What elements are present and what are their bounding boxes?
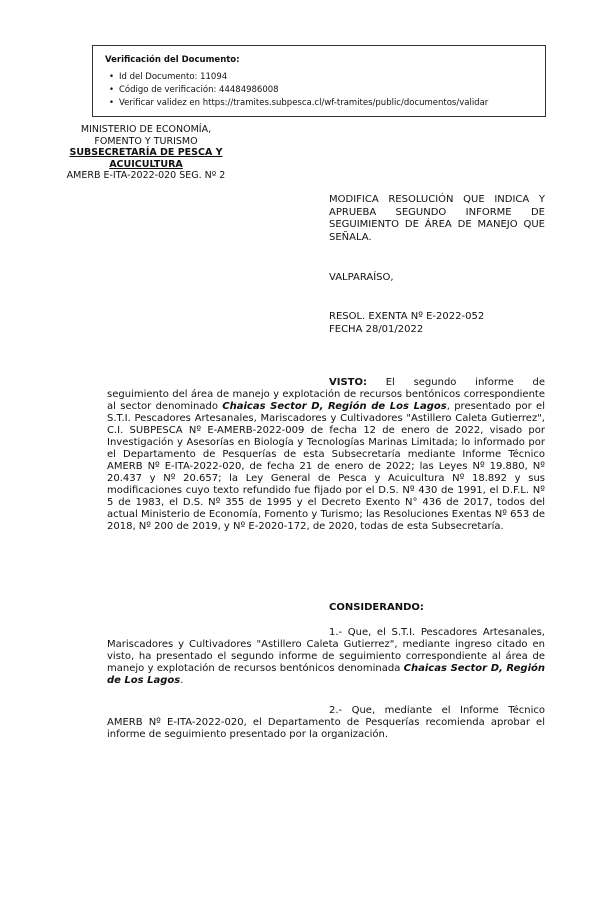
bullet-icon: • (109, 98, 115, 108)
verification-list (105, 71, 535, 110)
resolution-date: FECHA 28/01/2022 (329, 323, 424, 335)
considerando-item-2: 2.- Que, mediante el Informe Técnico AMERB Nº E-ITA-2022-020, el Departamento de Pesquerías recomienda aprobar el informe de seguimiento presentado por la organización. (107, 705, 545, 740)
verification-item-id: • Id del Documento: 11094 (109, 72, 228, 82)
subsecretaria-name: SUBSECRETARÍA DE PESCA Y ACUICULTURA (69, 147, 223, 170)
resolution-number-block (329, 311, 545, 336)
document-reference: AMERB E-ITA-2022-020 SEG. Nº 2 (66, 170, 226, 181)
ministry-line-2: FOMENTO Y TURISMO (94, 135, 198, 147)
visto-paragraph: VISTO: El segundo informe de seguimiento del área de manejo y explotación de recursos bentónicos correspondiente al sector denominado Chaicas Sector D, Región de Los Lagos, presentado por el S.T.I. Pescadores Artesanales, Mariscadores y Cultivadores "Astillero Caleta Gutierrez", C.I. SUBPESCA Nº E-AMERB-2022-009 de fecha 12 de enero de 2022, visado por Investigación y Asesorías en Biología y Tecnologías Marinas Limitada; lo informado por el Departamento de Pesquerías de esta Subsecretaría mediante Informe Técnico AMERB Nº E-ITA-2022-020, de fecha 21 de enero de 2022; las Leyes Nº 19.880, Nº 20.437 y Nº 20.657; la Ley General de Pesca y Acuicultura Nº 18.892 y sus modificaciones cuyo texto refundido fue fijado por el D.S. Nº 430 de 1991, el D.F.L. Nº 5 de 1983, el D.S. Nº 355 de 1995 y el Decreto Exento N° 436 de 2017, todos del actual Ministerio de Economía, Fomento y Turismo; las Resoluciones Exentas Nº 653 de 2018, Nº 200 de 2019, y Nº E-2020-172, de 2020, todas de esta Subsecretaría. (107, 377, 545, 532)
verification-box (92, 45, 546, 117)
area-name: Chaicas Sector D, Región de Los Lagos (107, 663, 545, 686)
bullet-icon: • (109, 72, 115, 82)
considerando-item-1: 1.- Que, el S.T.I. Pescadores Artesanales, Mariscadores y Cultivadores "Astillero Caleta Gutierrez", mediante ingreso citado en visto, ha presentado el segundo informe de seguimiento correspondiente al área de manejo y explotación de recursos bentónicos denominada Chaicas Sector D, Región de Los Lagos. (107, 627, 545, 686)
resolution-subject: MODIFICA RESOLUCIÓN QUE INDICA Y APRUEBA SEGUNDO INFORME DE SEGUIMIENTO DE ÁREA DE MANEJO QUE SEÑALA. (329, 194, 545, 243)
verification-item-url[interactable]: • Verificar validez en https://tramites.subpesca.cl/wf-tramites/public/documentos/validar (109, 98, 489, 108)
ministry-header (44, 124, 248, 170)
area-name: Chaicas Sector D, Región de Los Lagos (222, 401, 447, 412)
verification-item-code: • Código de verificación: 44484986008 (109, 85, 279, 95)
bullet-icon: • (109, 85, 115, 95)
ministry-line-1: MINISTERIO DE ECONOMÍA, (80, 124, 212, 135)
visto-label: VISTO: (329, 377, 367, 388)
resolution-place: VALPARAÍSO, (329, 272, 394, 283)
verification-title: Verificación del Documento: (105, 55, 240, 65)
resolution-number: RESOL. EXENTA Nº E-2022-052 (329, 311, 485, 322)
considerando-heading: CONSIDERANDO: (329, 602, 424, 613)
